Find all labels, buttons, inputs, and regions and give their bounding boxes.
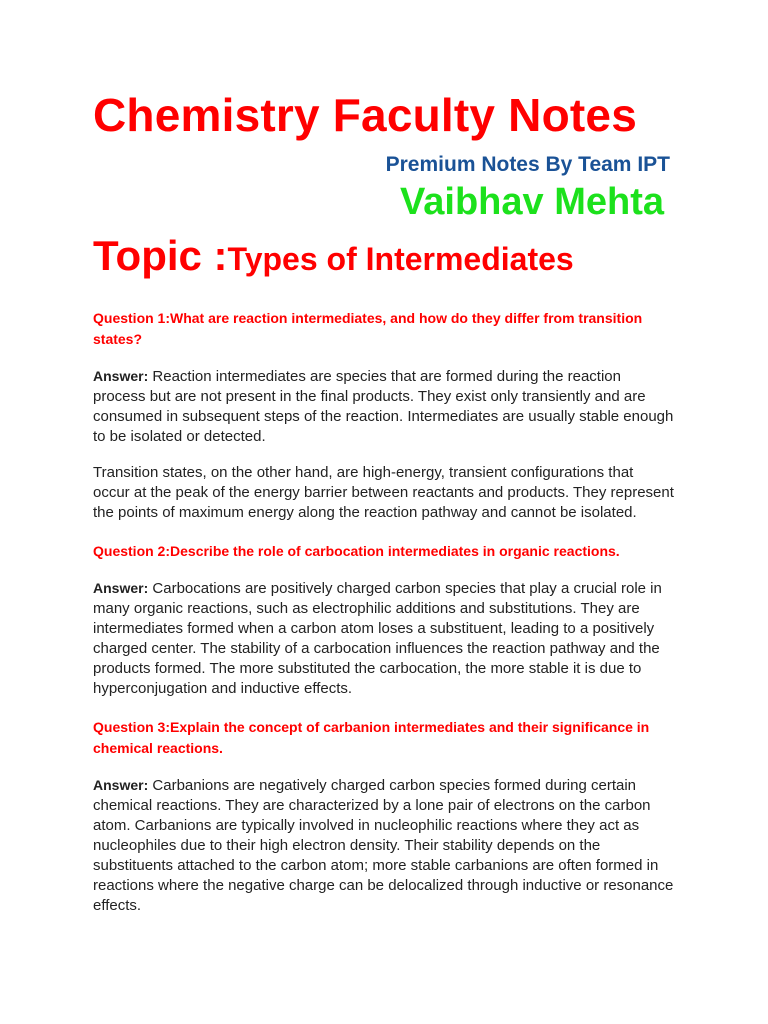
topic-name: Types of Intermediates — [227, 241, 574, 277]
answer-1 — [93, 366, 674, 447]
answer-2-text: Carbocations are positively charged carbon species that play a crucial role in many organic reactions, such as electrophilic additions and substitutions. They are intermediates formed when a carbon atom loses a substituent, leading to a positively charged center. The stability of a carbocation influences the reaction pathway and the products formed. The more substituted the carbocation, the more stable it is due to hyperconjugation and inductive effects. — [93, 580, 662, 697]
answer-1-extra: Transition states, on the other hand, are high-energy, transient configurations that occur at the peak of the energy barrier between reactants and products. They represent the points of maximum energy along the reaction pathway and cannot be isolated. — [93, 464, 674, 521]
question-2: Question 2:Describe the role of carbocation intermediates in organic reactions. — [93, 543, 620, 559]
answer-label: Answer: — [93, 580, 149, 596]
main-title: Chemistry Faculty Notes — [93, 89, 637, 141]
answer-label: Answer: — [93, 777, 149, 793]
question-1: Question 1:What are reaction intermediates, and how do they differ from transition states? — [93, 310, 643, 347]
topic-prefix: Topic : — [93, 232, 228, 279]
answer-2 — [93, 578, 674, 699]
answer-1-text: Reaction intermediates are species that are formed during the reaction process but are not present in the final products. They exist only transiently and are consumed in subsequent steps of the reaction. Intermediates are usually stable enough to be isolated or detected. — [93, 368, 674, 445]
answer-3 — [93, 775, 674, 916]
question-3: Question 3:Explain the concept of carbanion intermediates and their significance in chemical reactions. — [93, 719, 650, 756]
subtitle: Premium Notes By Team IPT — [385, 153, 670, 176]
answer-label: Answer: — [93, 368, 149, 384]
answer-3-text: Carbanions are negatively charged carbon species formed during certain chemical reactions. They are characterized by a lone pair of electrons on the carbon atom. Carbanions are typically involved in nucleophilic reactions where they act as nucleophiles due to their high electron density. Their stability depends on the substituents attached to the carbon atom; more stable carbanions are often formed in reactions where the negative charge can be delocalized through inductive or resonance effects. — [93, 777, 674, 914]
author-name: Vaibhav Mehta — [400, 181, 664, 223]
topic-heading — [93, 232, 674, 290]
